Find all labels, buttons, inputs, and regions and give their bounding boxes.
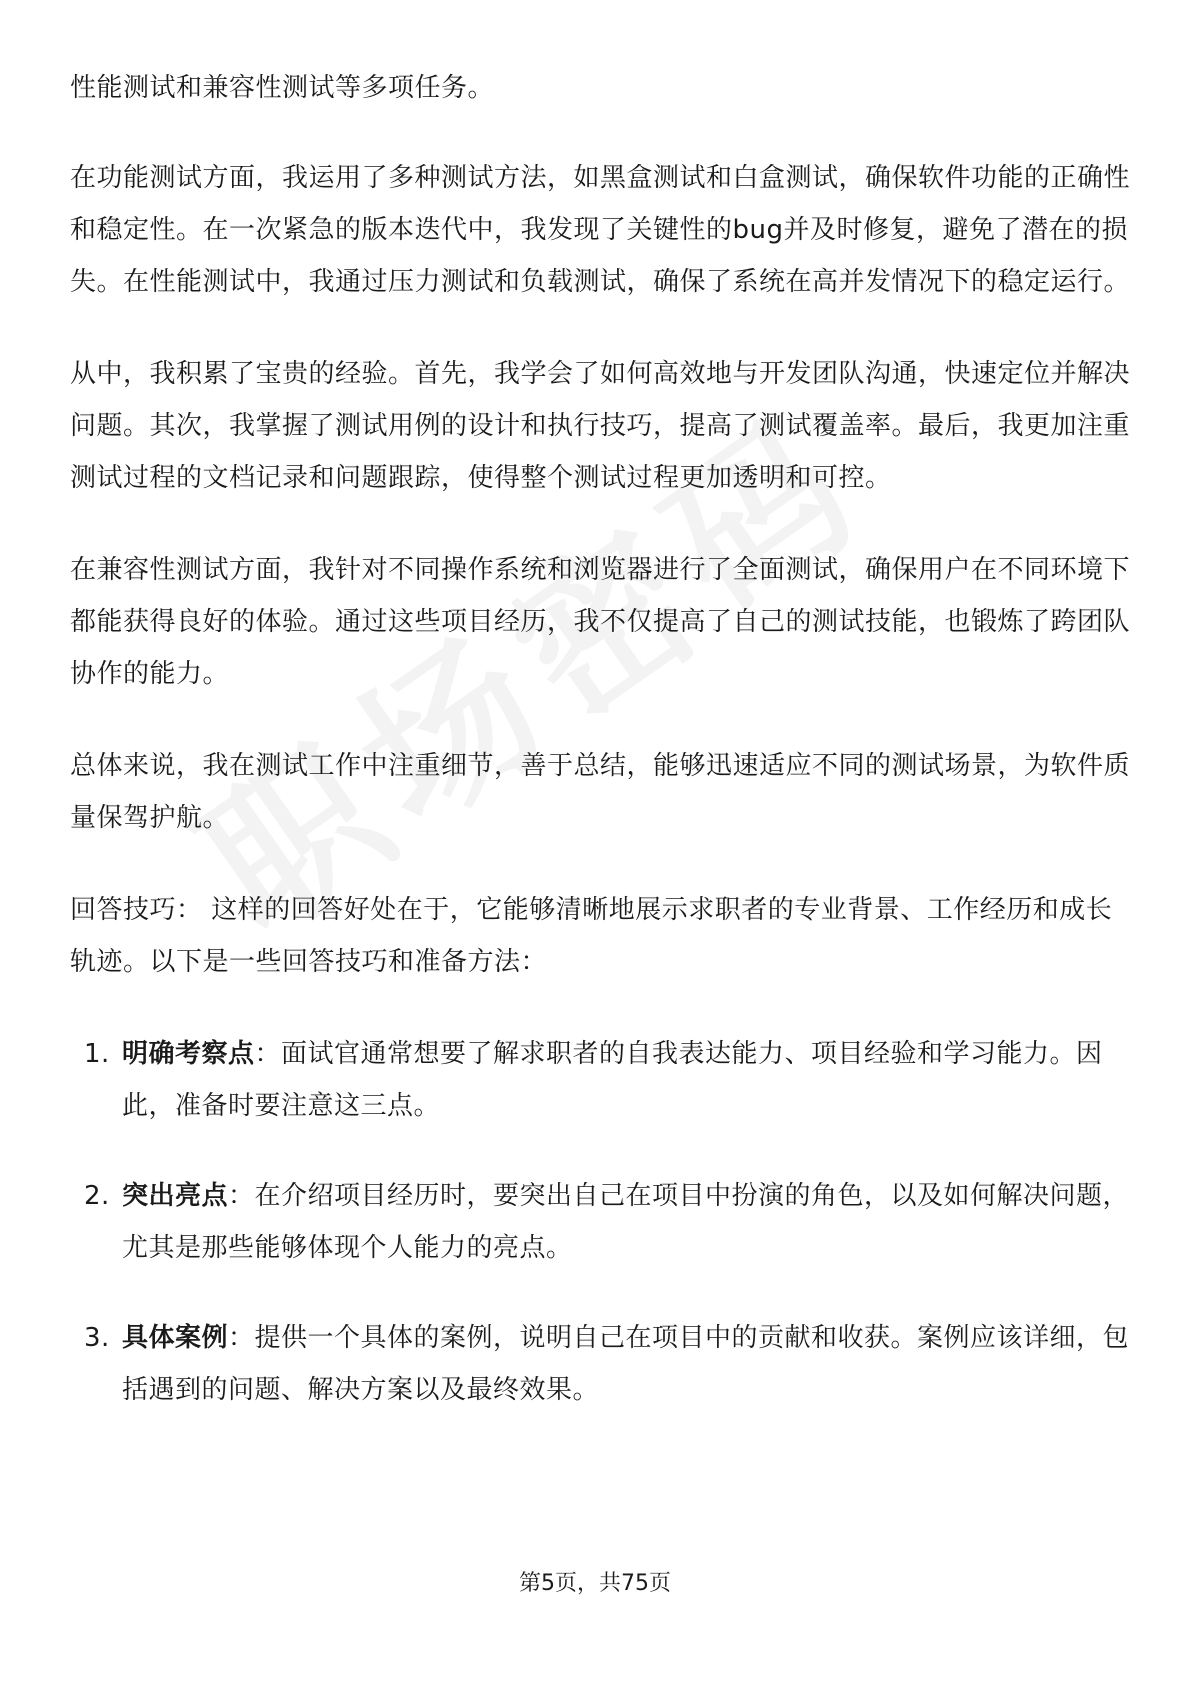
paragraph-4: 在兼容性测试方面，我针对不同操作系统和浏览器进行了全面测试，确保用户在不同环境下都能获得良好的体验。通过这些项目经历，我不仅提高了自己的测试技能，也锻炼了跨团队协作的能力。	[70, 555, 1131, 689]
paragraph-2: 在功能测试方面，我运用了多种测试方法，如黑盒测试和白盒测试，确保软件功能的正确性和稳定性。在一次紧急的版本迭代中，我发现了关键性的bug并及时修复，避免了潜在的损失。在性能测试中，我通过压力测试和负载测试，确保了系统在高并发情况下的稳定运行。	[70, 163, 1131, 297]
list-term: 明确考察点	[122, 1039, 255, 1069]
list-number: 1.	[84, 1039, 110, 1069]
list-number: 3.	[84, 1323, 110, 1353]
page-footer: 第5页，共75页	[519, 1571, 671, 1596]
list-text: ：面试官通常想要了解求职者的自我表达能力、项目经验和学习能力。因此，准备时要注意这三点。	[122, 1039, 1103, 1121]
list-item	[70, 1170, 1130, 1274]
tips-list	[70, 1028, 1130, 1416]
paragraph-5: 总体来说，我在测试工作中注重细节，善于总结，能够迅速适应不同的测试场景，为软件质量保驾护航。	[70, 751, 1131, 833]
list-text: ：在介绍项目经历时，要突出自己在项目中扮演的角色，以及如何解决问题，尤其是那些能够体现个人能力的亮点。	[122, 1181, 1130, 1263]
paragraph-3: 从中，我积累了宝贵的经验。首先，我学会了如何高效地与开发团队沟通，快速定位并解决问题。其次，我掌握了测试用例的设计和执行技巧，提高了测试覆盖率。最后，我更加注重测试过程的文档记录和问题跟踪，使得整个测试过程更加透明和可控。	[70, 359, 1131, 493]
list-number: 2.	[84, 1181, 110, 1211]
list-term: 具体案例	[122, 1323, 229, 1353]
document-body	[70, 62, 1130, 1454]
list-item	[70, 1028, 1130, 1132]
paragraph-1: 性能测试和兼容性测试等多项任务。	[70, 73, 495, 103]
paragraph-answer-tips: 回答技巧： 这样的回答好处在于，它能够清晰地展示求职者的专业背景、工作经历和成长轨迹。以下是一些回答技巧和准备方法：	[70, 895, 1113, 977]
list-text: ：提供一个具体的案例，说明自己在项目中的贡献和收获。案例应该详细，包括遇到的问题、解决方案以及最终效果。	[122, 1323, 1130, 1405]
list-item	[70, 1312, 1130, 1416]
list-term: 突出亮点	[122, 1181, 229, 1211]
